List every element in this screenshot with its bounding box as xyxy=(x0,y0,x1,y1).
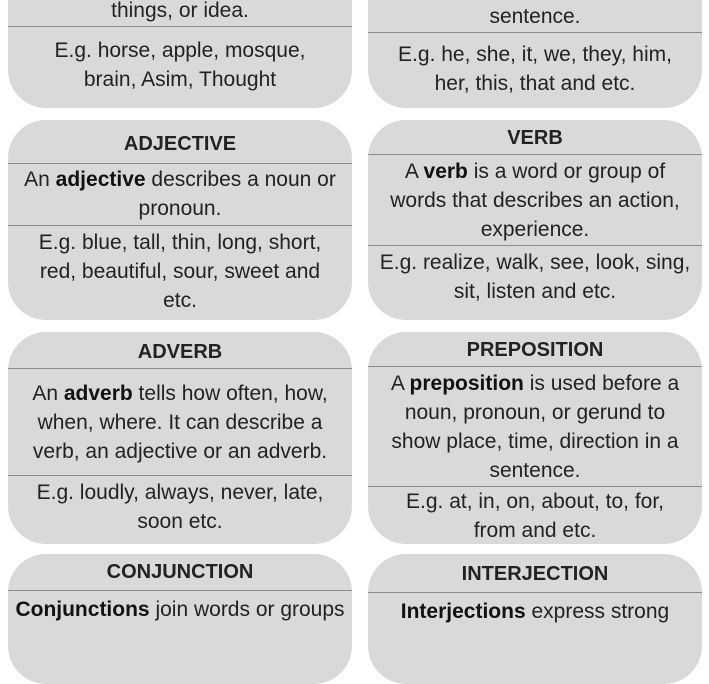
adjective-card xyxy=(8,120,352,320)
pronoun-examples: E.g. he, she, it, we, they, him, her, this, that and etc. xyxy=(398,43,672,95)
divider xyxy=(8,475,352,476)
pronoun-card xyxy=(368,0,702,108)
adjective-definition: An adjective describes a noun or pronoun. xyxy=(24,168,336,220)
noun-examples: E.g. horse, apple, mosque, brain, Asim, Thought xyxy=(54,39,306,91)
adverb-definition: An adverb tells how often, how, when, where. It can describe a verb, an adjective or an adverb. xyxy=(32,381,328,463)
verb-card xyxy=(368,120,702,320)
divider xyxy=(368,154,702,155)
divider xyxy=(8,163,352,164)
divider xyxy=(368,592,702,593)
divider xyxy=(8,225,352,226)
verb-definition: A verb is a word or group of words that describes an action, experience. xyxy=(390,159,680,241)
divider xyxy=(368,32,702,33)
noun-definition: things, or idea. xyxy=(111,0,249,22)
conjunction-title: CONJUNCTION xyxy=(106,560,254,583)
interjection-card xyxy=(368,554,702,684)
adverb-title: ADVERB xyxy=(137,340,223,363)
preposition-examples: E.g. at, in, on, about, to, for, from and etc. xyxy=(406,490,664,542)
conjunction-definition: Conjunctions join words or groups xyxy=(15,597,345,621)
divider xyxy=(8,368,352,369)
divider xyxy=(8,26,352,27)
pronoun-definition: sentence. xyxy=(489,4,581,28)
preposition-card xyxy=(368,332,702,544)
interjection-definition: Interjections express strong xyxy=(400,599,670,623)
divider xyxy=(368,245,702,246)
adverb-examples: E.g. loudly, always, never, late, soon etc. xyxy=(36,481,324,533)
adjective-title: ADJECTIVE xyxy=(123,132,237,155)
noun-card xyxy=(8,0,352,108)
verb-title: VERB xyxy=(507,126,563,149)
divider xyxy=(368,366,702,367)
conjunction-card xyxy=(8,554,352,684)
verb-examples: E.g. realize, walk, see, look, sing, sit, listen and etc. xyxy=(379,251,691,303)
adverb-card xyxy=(8,332,352,544)
preposition-title: PREPOSITION xyxy=(466,338,604,361)
adjective-examples: E.g. blue, tall, thin, long, short, red, beautiful, sour, sweet and etc. xyxy=(38,230,322,312)
preposition-definition: A preposition is used before a noun, pronoun, or gerund to show place, time, direction in a sentence. xyxy=(390,372,680,482)
interjection-title: INTERJECTION xyxy=(461,562,609,585)
divider xyxy=(8,590,352,591)
